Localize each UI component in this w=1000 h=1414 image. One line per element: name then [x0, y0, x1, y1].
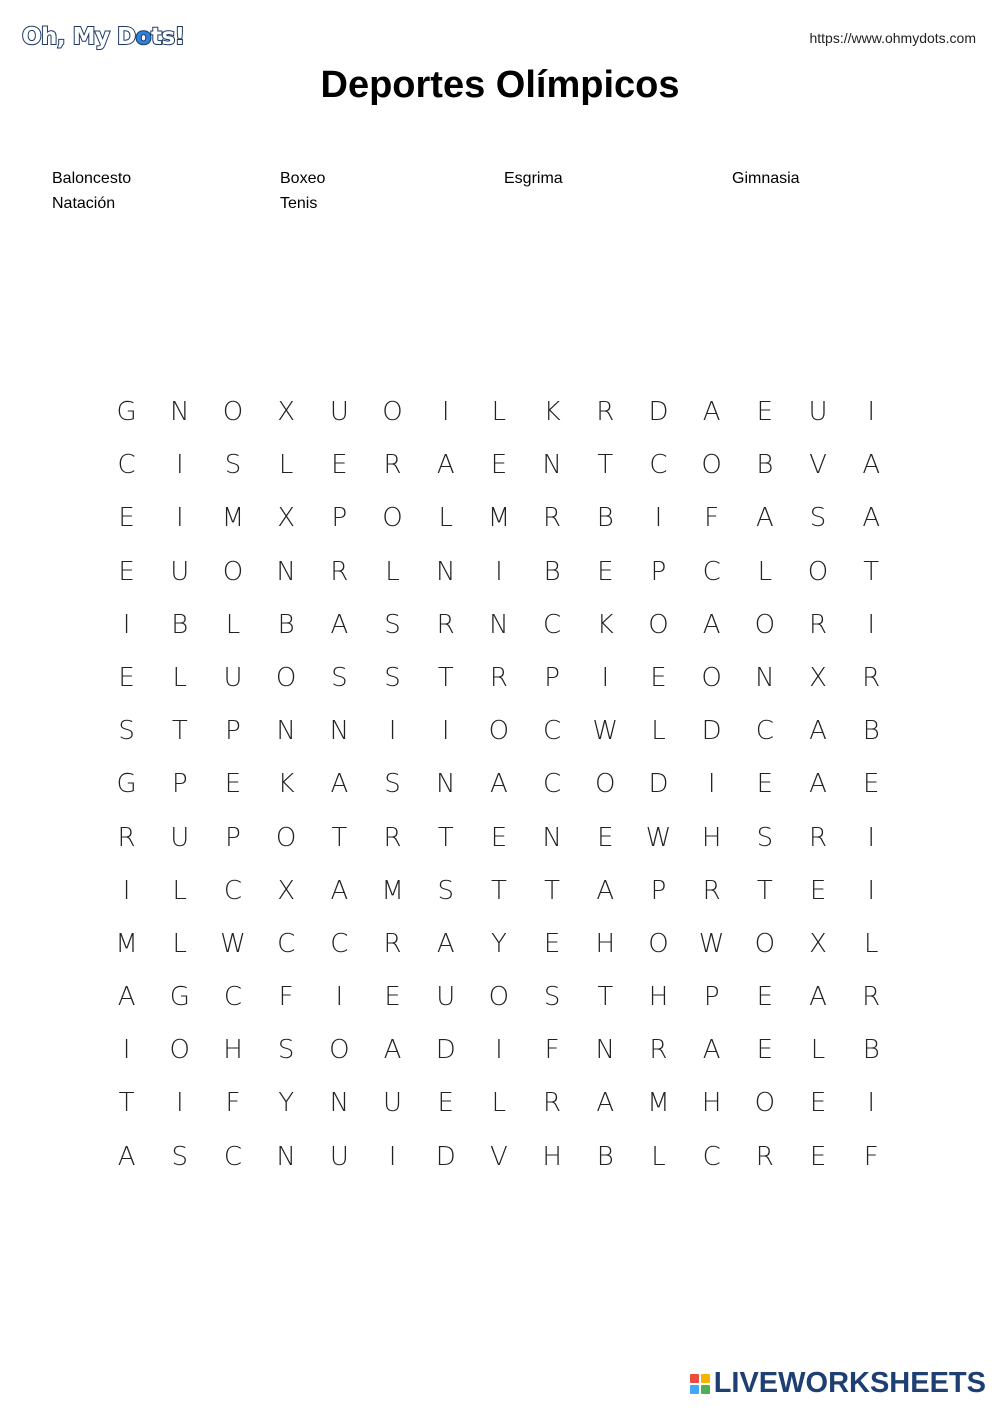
- grid-cell[interactable]: H: [542, 1141, 562, 1172]
- grid-cell[interactable]: A: [436, 928, 455, 959]
- grid-cell[interactable]: E: [809, 1088, 827, 1119]
- grid-cell[interactable]: W: [592, 716, 619, 747]
- grid-cell[interactable]: V: [809, 450, 827, 481]
- grid-cell[interactable]: C: [330, 928, 349, 959]
- grid-cell[interactable]: T: [437, 822, 454, 853]
- grid-cell[interactable]: O: [222, 397, 244, 427]
- grid-cell[interactable]: X: [277, 503, 296, 534]
- grid-cell[interactable]: X: [809, 928, 827, 959]
- grid-cell[interactable]: P: [650, 875, 667, 906]
- grid-cell[interactable]: M: [115, 928, 138, 959]
- grid-cell[interactable]: E: [118, 662, 135, 693]
- grid-cell[interactable]: B: [277, 609, 295, 640]
- grid-cell[interactable]: A: [596, 875, 615, 906]
- grid-cell[interactable]: B: [543, 556, 561, 587]
- page-title: Deportes Olímpicos: [320, 64, 680, 106]
- grid-cell[interactable]: O: [701, 662, 722, 693]
- grid-cell[interactable]: B: [862, 716, 880, 747]
- grid-cell[interactable]: C: [543, 716, 562, 747]
- grid-cell[interactable]: P: [225, 716, 241, 747]
- grid-cell[interactable]: T: [171, 716, 188, 747]
- grid-cell[interactable]: N: [276, 716, 296, 747]
- grid-cell[interactable]: A: [809, 716, 827, 747]
- grid-cell[interactable]: S: [118, 716, 135, 747]
- grid-cell[interactable]: L: [651, 716, 666, 747]
- grid-cell[interactable]: C: [223, 875, 243, 906]
- grid-cell[interactable]: N: [276, 556, 296, 587]
- grid-cell[interactable]: E: [756, 1035, 774, 1066]
- grid-cell[interactable]: O: [488, 716, 510, 747]
- grid-cell[interactable]: O: [382, 397, 403, 427]
- grid-cell[interactable]: F: [863, 1141, 879, 1172]
- grid-cell[interactable]: A: [809, 982, 827, 1013]
- grid-row: [100, 599, 900, 652]
- grid-cell[interactable]: A: [702, 1035, 721, 1066]
- grid-cell[interactable]: X: [277, 397, 296, 427]
- grid-cell[interactable]: S: [809, 503, 827, 534]
- grid-cell[interactable]: V: [490, 1141, 508, 1172]
- grid-cell[interactable]: E: [543, 928, 561, 959]
- grid-cell[interactable]: O: [648, 609, 669, 640]
- grid-cell[interactable]: C: [117, 450, 136, 481]
- grid-cell[interactable]: N: [435, 556, 456, 587]
- grid-cell[interactable]: P: [544, 662, 560, 693]
- grid-cell[interactable]: S: [331, 662, 348, 693]
- grid-cell[interactable]: A: [755, 503, 774, 534]
- grid-cell[interactable]: R: [755, 1141, 774, 1172]
- grid-cell[interactable]: M: [647, 1088, 670, 1119]
- grid-cell[interactable]: K: [543, 397, 561, 427]
- grid-cell[interactable]: C: [543, 609, 562, 640]
- grid-cell[interactable]: I: [867, 875, 876, 906]
- grid-cell[interactable]: I: [335, 982, 344, 1013]
- grid-row: [100, 918, 900, 971]
- grid-cell[interactable]: S: [437, 875, 454, 906]
- word-list: [52, 169, 952, 213]
- grid-cell[interactable]: N: [542, 450, 562, 481]
- grid-cell[interactable]: R: [596, 397, 615, 427]
- grid-cell[interactable]: T: [437, 662, 454, 693]
- grid-cell[interactable]: K: [277, 769, 295, 800]
- grid-cell[interactable]: H: [648, 982, 669, 1013]
- grid-cell[interactable]: E: [437, 1088, 454, 1119]
- grid-cell[interactable]: S: [384, 769, 401, 800]
- grid-cell[interactable]: E: [809, 875, 827, 906]
- grid-cell[interactable]: P: [225, 822, 241, 853]
- grid-cell[interactable]: A: [330, 609, 349, 640]
- grid-cell[interactable]: L: [491, 397, 507, 427]
- grid-cell[interactable]: S: [756, 822, 774, 853]
- grid-cell[interactable]: B: [596, 1141, 614, 1172]
- grid-cell[interactable]: I: [867, 609, 876, 640]
- grid-cell[interactable]: O: [275, 822, 297, 853]
- grid-cell[interactable]: L: [225, 609, 241, 640]
- grid-cell[interactable]: L: [385, 556, 400, 587]
- grid-cell[interactable]: I: [122, 1035, 131, 1066]
- grid-row: [100, 439, 900, 492]
- grid-row: [100, 652, 900, 705]
- grid-cell[interactable]: A: [330, 769, 349, 800]
- grid-cell[interactable]: T: [597, 982, 614, 1013]
- grid-cell[interactable]: O: [275, 662, 297, 693]
- grid-cell[interactable]: L: [810, 1035, 826, 1066]
- grid-cell[interactable]: N: [595, 1035, 615, 1066]
- grid-cell[interactable]: R: [489, 662, 508, 693]
- grid-cell[interactable]: A: [862, 503, 881, 534]
- grid-cell[interactable]: G: [116, 397, 137, 427]
- grid-cell[interactable]: O: [329, 1035, 350, 1066]
- grid-cell[interactable]: C: [649, 450, 668, 481]
- grid-cell[interactable]: I: [867, 1088, 876, 1119]
- grid-cell[interactable]: T: [331, 822, 348, 853]
- grid-cell[interactable]: U: [329, 397, 349, 427]
- grid-cell[interactable]: E: [384, 982, 401, 1013]
- grid-cell[interactable]: I: [122, 875, 131, 906]
- grid-cell[interactable]: I: [175, 1088, 184, 1119]
- grid-row: [100, 971, 900, 1024]
- grid-cell[interactable]: L: [491, 1088, 507, 1119]
- site-url[interactable]: https://www.ohmydots.com: [809, 30, 976, 46]
- grid-cell[interactable]: R: [862, 662, 881, 693]
- grid-cell[interactable]: I: [388, 716, 397, 747]
- grid-cell[interactable]: P: [650, 556, 667, 587]
- liveworksheets-logo: [690, 1367, 986, 1400]
- grid-cell[interactable]: M: [381, 875, 404, 906]
- grid-cell[interactable]: W: [220, 928, 246, 959]
- grid-cell[interactable]: B: [756, 450, 774, 481]
- grid-cell[interactable]: A: [702, 397, 721, 427]
- grid-cell[interactable]: S: [171, 1141, 189, 1172]
- grid-cell[interactable]: D: [435, 1035, 456, 1066]
- grid-cell[interactable]: D: [648, 769, 669, 800]
- grid-cell[interactable]: D: [435, 1141, 456, 1172]
- grid-cell[interactable]: U: [808, 397, 828, 427]
- grid-cell[interactable]: M: [487, 503, 511, 534]
- grid-cell[interactable]: I: [707, 769, 716, 800]
- grid-cell[interactable]: Y: [278, 1088, 295, 1119]
- grid-cell[interactable]: A: [702, 609, 721, 640]
- word-list-item: Esgrima: [504, 170, 563, 187]
- grid-cell[interactable]: O: [222, 556, 244, 587]
- grid-cell[interactable]: N: [329, 716, 350, 747]
- grid-cell[interactable]: S: [543, 982, 561, 1013]
- logo-block: [701, 1374, 710, 1383]
- grid-cell[interactable]: E: [490, 450, 508, 481]
- grid-row: [100, 1077, 900, 1130]
- grid-cell[interactable]: U: [383, 1088, 403, 1119]
- grid-cell[interactable]: H: [701, 822, 722, 853]
- grid-cell[interactable]: L: [172, 928, 188, 959]
- grid-cell[interactable]: S: [384, 662, 401, 693]
- grid-cell[interactable]: E: [224, 769, 242, 800]
- grid-cell[interactable]: H: [701, 1088, 722, 1119]
- grid-cell[interactable]: P: [703, 982, 720, 1013]
- logo-text-end: ts!: [150, 24, 185, 50]
- grid-cell[interactable]: T: [597, 450, 614, 481]
- grid-cell[interactable]: L: [438, 503, 453, 534]
- grid-cell[interactable]: T: [118, 1088, 135, 1119]
- grid-cell[interactable]: R: [383, 822, 402, 853]
- grid-cell[interactable]: W: [645, 822, 672, 853]
- word-search-grid[interactable]: [100, 386, 900, 1184]
- grid-cell[interactable]: A: [330, 875, 349, 906]
- grid-cell[interactable]: R: [808, 609, 828, 640]
- grid-cell[interactable]: N: [489, 609, 509, 640]
- grid-cell[interactable]: T: [863, 556, 880, 587]
- liveworksheets-brand: LIVEWORKSHEETS: [713, 1367, 986, 1399]
- grid-cell[interactable]: Y: [490, 928, 507, 959]
- grid-cell[interactable]: R: [543, 1088, 562, 1119]
- grid-cell[interactable]: O: [754, 609, 776, 640]
- grid-cell[interactable]: C: [223, 1141, 243, 1172]
- grid-cell[interactable]: O: [807, 556, 829, 587]
- liveworksheets-blocks-icon: [690, 1374, 710, 1394]
- grid-cell[interactable]: X: [277, 875, 296, 906]
- grid-row: [100, 758, 900, 811]
- grid-cell[interactable]: R: [702, 875, 721, 906]
- grid-cell[interactable]: L: [172, 875, 188, 906]
- grid-cell[interactable]: D: [648, 397, 669, 427]
- grid-cell[interactable]: E: [863, 769, 880, 800]
- grid-cell[interactable]: E: [118, 556, 135, 587]
- grid-cell[interactable]: I: [654, 503, 663, 534]
- grid-row: [100, 546, 900, 599]
- grid-row: [100, 812, 900, 865]
- grid-cell[interactable]: R: [383, 928, 402, 959]
- grid-cell[interactable]: K: [596, 609, 614, 640]
- grid-cell[interactable]: W: [698, 928, 725, 959]
- grid-cell[interactable]: I: [601, 662, 610, 693]
- grid-cell[interactable]: O: [754, 928, 776, 959]
- grid-cell[interactable]: O: [648, 928, 669, 959]
- grid-cell[interactable]: S: [224, 450, 242, 481]
- grid-cell[interactable]: N: [755, 662, 775, 693]
- grid-cell[interactable]: O: [595, 769, 616, 800]
- grid-cell[interactable]: F: [278, 982, 294, 1013]
- grid-cell[interactable]: I: [867, 822, 876, 853]
- logo-block: [690, 1374, 699, 1383]
- grid-cell[interactable]: C: [223, 982, 243, 1013]
- grid-cell[interactable]: T: [490, 875, 507, 906]
- word-list-item: Tenis: [280, 195, 318, 212]
- grid-cell[interactable]: E: [597, 556, 614, 587]
- grid-cell[interactable]: C: [702, 1141, 721, 1172]
- word-list-item: Natación: [52, 195, 116, 212]
- grid-cell[interactable]: I: [175, 503, 184, 534]
- grid-cell[interactable]: H: [223, 1035, 243, 1066]
- grid-cell[interactable]: L: [172, 662, 188, 693]
- grid-cell[interactable]: A: [596, 1088, 615, 1119]
- grid-cell[interactable]: A: [490, 769, 508, 800]
- grid-row: [100, 386, 900, 439]
- grid-cell[interactable]: E: [597, 822, 614, 853]
- grid-cell[interactable]: R: [330, 556, 349, 587]
- grid-cell[interactable]: I: [388, 1141, 397, 1172]
- grid-cell[interactable]: E: [118, 503, 135, 534]
- grid-cell[interactable]: A: [862, 450, 881, 481]
- grid-cell[interactable]: G: [116, 769, 137, 800]
- grid-cell[interactable]: I: [441, 397, 450, 427]
- grid-cell[interactable]: D: [701, 716, 722, 747]
- grid-cell[interactable]: U: [170, 556, 190, 587]
- grid-cell[interactable]: T: [544, 875, 561, 906]
- grid-cell[interactable]: B: [171, 609, 189, 640]
- grid-cell[interactable]: H: [595, 928, 616, 959]
- word-list-item: Gimnasia: [732, 170, 800, 187]
- word-list-item: Boxeo: [280, 170, 326, 187]
- grid-cell[interactable]: E: [490, 822, 508, 853]
- grid-cell[interactable]: R: [862, 982, 881, 1013]
- grid-cell[interactable]: S: [384, 609, 401, 640]
- grid-cell[interactable]: O: [488, 982, 510, 1013]
- grid-cell[interactable]: O: [754, 1088, 776, 1119]
- grid-cell[interactable]: N: [329, 1088, 350, 1119]
- grid-cell[interactable]: A: [117, 982, 136, 1013]
- grid-cell[interactable]: R: [543, 503, 562, 534]
- grid-cell[interactable]: I: [175, 450, 184, 481]
- grid-cell[interactable]: C: [543, 769, 562, 800]
- grid-cell[interactable]: R: [808, 822, 828, 853]
- grid-cell[interactable]: E: [331, 450, 348, 481]
- grid-cell[interactable]: R: [383, 450, 402, 481]
- grid-cell[interactable]: E: [756, 397, 774, 427]
- ohmydots-logo[interactable]: [22, 22, 185, 52]
- grid-cell[interactable]: U: [170, 822, 190, 853]
- grid-cell[interactable]: I: [495, 1035, 503, 1066]
- grid-cell[interactable]: R: [436, 609, 455, 640]
- grid-cell[interactable]: E: [809, 1141, 827, 1172]
- grid-cell[interactable]: P: [171, 769, 188, 800]
- grid-cell[interactable]: N: [170, 397, 190, 427]
- grid-cell[interactable]: C: [702, 556, 721, 587]
- grid-cell[interactable]: A: [436, 450, 455, 481]
- grid-cell[interactable]: A: [117, 1141, 136, 1172]
- grid-cell[interactable]: I: [495, 556, 503, 587]
- grid-cell[interactable]: L: [757, 556, 773, 587]
- grid-cell[interactable]: L: [863, 928, 879, 959]
- grid-row: [100, 705, 900, 758]
- grid-cell[interactable]: I: [867, 397, 876, 427]
- grid-cell[interactable]: L: [651, 1141, 666, 1172]
- grid-cell[interactable]: I: [441, 716, 450, 747]
- grid-cell[interactable]: C: [277, 928, 296, 959]
- grid-cell[interactable]: N: [435, 769, 456, 800]
- grid-cell[interactable]: U: [436, 982, 456, 1013]
- grid-row: [100, 865, 900, 918]
- grid-cell[interactable]: A: [809, 769, 827, 800]
- grid-cell[interactable]: B: [862, 1035, 880, 1066]
- grid-cell[interactable]: P: [331, 503, 348, 534]
- grid-cell[interactable]: N: [542, 822, 562, 853]
- grid-cell[interactable]: F: [704, 503, 720, 534]
- logo-block: [701, 1385, 710, 1394]
- grid-cell[interactable]: X: [809, 662, 827, 693]
- grid-cell[interactable]: I: [122, 609, 131, 640]
- grid-cell[interactable]: M: [221, 503, 245, 534]
- grid-cell[interactable]: F: [225, 1088, 241, 1119]
- word-list-item: Baloncesto: [52, 170, 132, 187]
- grid-cell[interactable]: E: [756, 769, 774, 800]
- grid-cell[interactable]: B: [596, 503, 614, 534]
- logo-block: [690, 1385, 699, 1394]
- logo-text-dot: o: [135, 24, 151, 50]
- grid-cell[interactable]: L: [278, 450, 294, 481]
- grid-cell[interactable]: R: [117, 822, 136, 853]
- grid-cell[interactable]: O: [169, 1035, 191, 1066]
- logo-text-start: Oh, My D: [22, 24, 136, 50]
- grid-cell[interactable]: F: [544, 1035, 560, 1066]
- grid-cell[interactable]: U: [223, 662, 243, 693]
- grid-cell[interactable]: E: [650, 662, 667, 693]
- grid-cell[interactable]: T: [756, 875, 773, 906]
- grid-row: [100, 1024, 900, 1077]
- grid-cell[interactable]: O: [701, 450, 722, 481]
- grid-cell[interactable]: G: [169, 982, 190, 1013]
- grid-row: [100, 492, 900, 545]
- grid-row: [100, 1131, 900, 1184]
- grid-cell[interactable]: R: [649, 1035, 668, 1066]
- grid-cell[interactable]: S: [277, 1035, 295, 1066]
- grid-cell[interactable]: O: [382, 503, 403, 534]
- grid-cell[interactable]: C: [755, 716, 774, 747]
- grid-cell[interactable]: E: [756, 982, 774, 1013]
- grid-cell[interactable]: A: [383, 1035, 402, 1066]
- grid-cell[interactable]: N: [276, 1141, 296, 1172]
- grid-cell[interactable]: U: [329, 1141, 349, 1172]
